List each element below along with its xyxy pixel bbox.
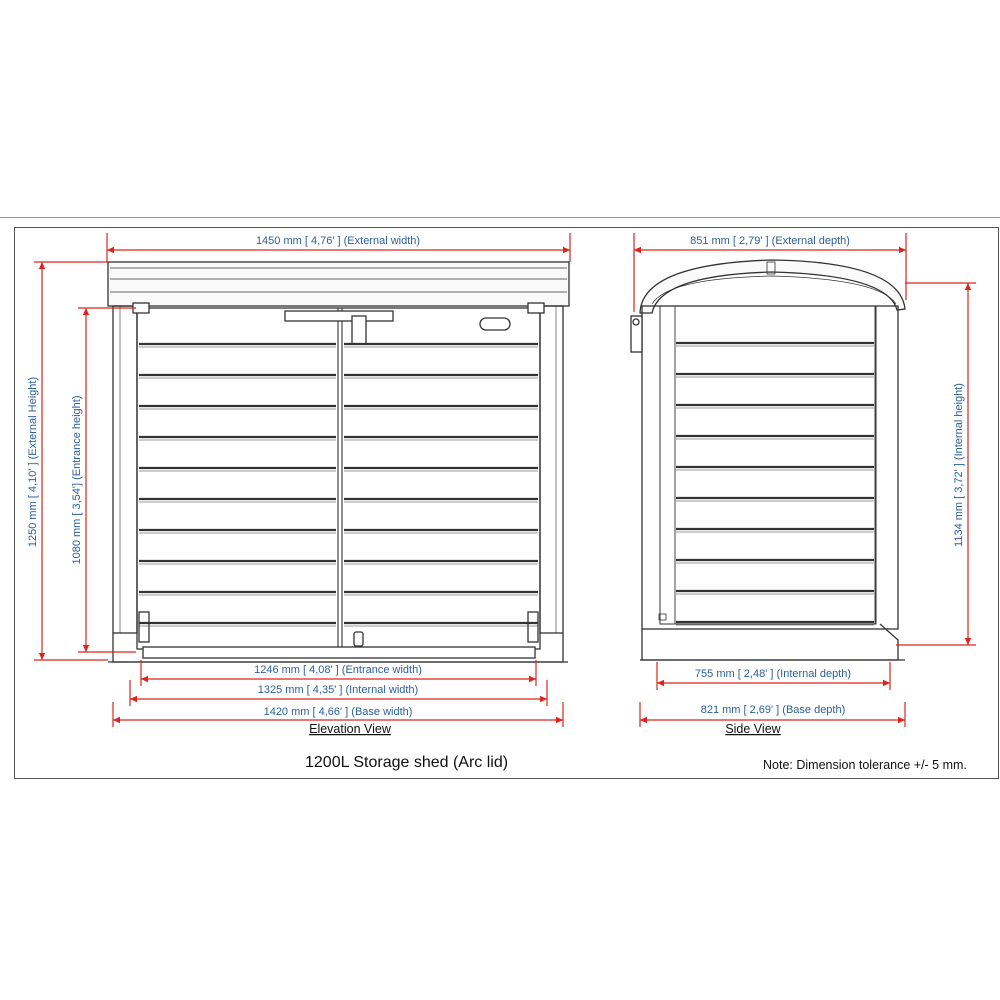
label-base-width: 1420 mm [ 4,66' ] (Base width) xyxy=(263,706,413,718)
label-external-width: 1450 mm [ 4,76' ] (External width) xyxy=(255,235,421,247)
label-entrance-height: 1080 mm [ 3,54'] (Entrance height) xyxy=(71,395,83,565)
elevation-view-drawing xyxy=(108,262,569,662)
left-post xyxy=(113,306,137,633)
side-view-panels xyxy=(676,343,874,625)
label-external-height: 1250 mm [ 4,10' ] (External Height) xyxy=(27,376,39,548)
drawing-title: 1200L Storage shed (Arc lid) xyxy=(305,754,509,771)
label-internal-height: 1134 mm [ 3,72' ] (Internal height) xyxy=(953,383,965,547)
lid-shape xyxy=(108,262,569,306)
label-external-depth: 851 mm [ 2,79' ] (External depth) xyxy=(690,235,850,247)
badge-shape xyxy=(480,318,510,330)
side-view-label: Side View xyxy=(725,722,781,736)
label-base-depth: 821 mm [ 2,69' ] (Base depth) xyxy=(700,704,846,716)
label-entrance-width: 1246 mm [ 4,08' ] (Entrance width) xyxy=(254,664,422,676)
label-internal-width: 1325 mm [ 4,35' ] (Internal width) xyxy=(257,684,419,696)
elevation-view-label: Elevation View xyxy=(309,722,391,736)
tolerance-note: Note: Dimension tolerance +/- 5 mm. xyxy=(763,758,967,772)
right-post xyxy=(540,306,563,633)
label-internal-depth: 755 mm [ 2,48' ] (Internal depth) xyxy=(694,668,852,680)
side-view-drawing xyxy=(631,260,905,660)
